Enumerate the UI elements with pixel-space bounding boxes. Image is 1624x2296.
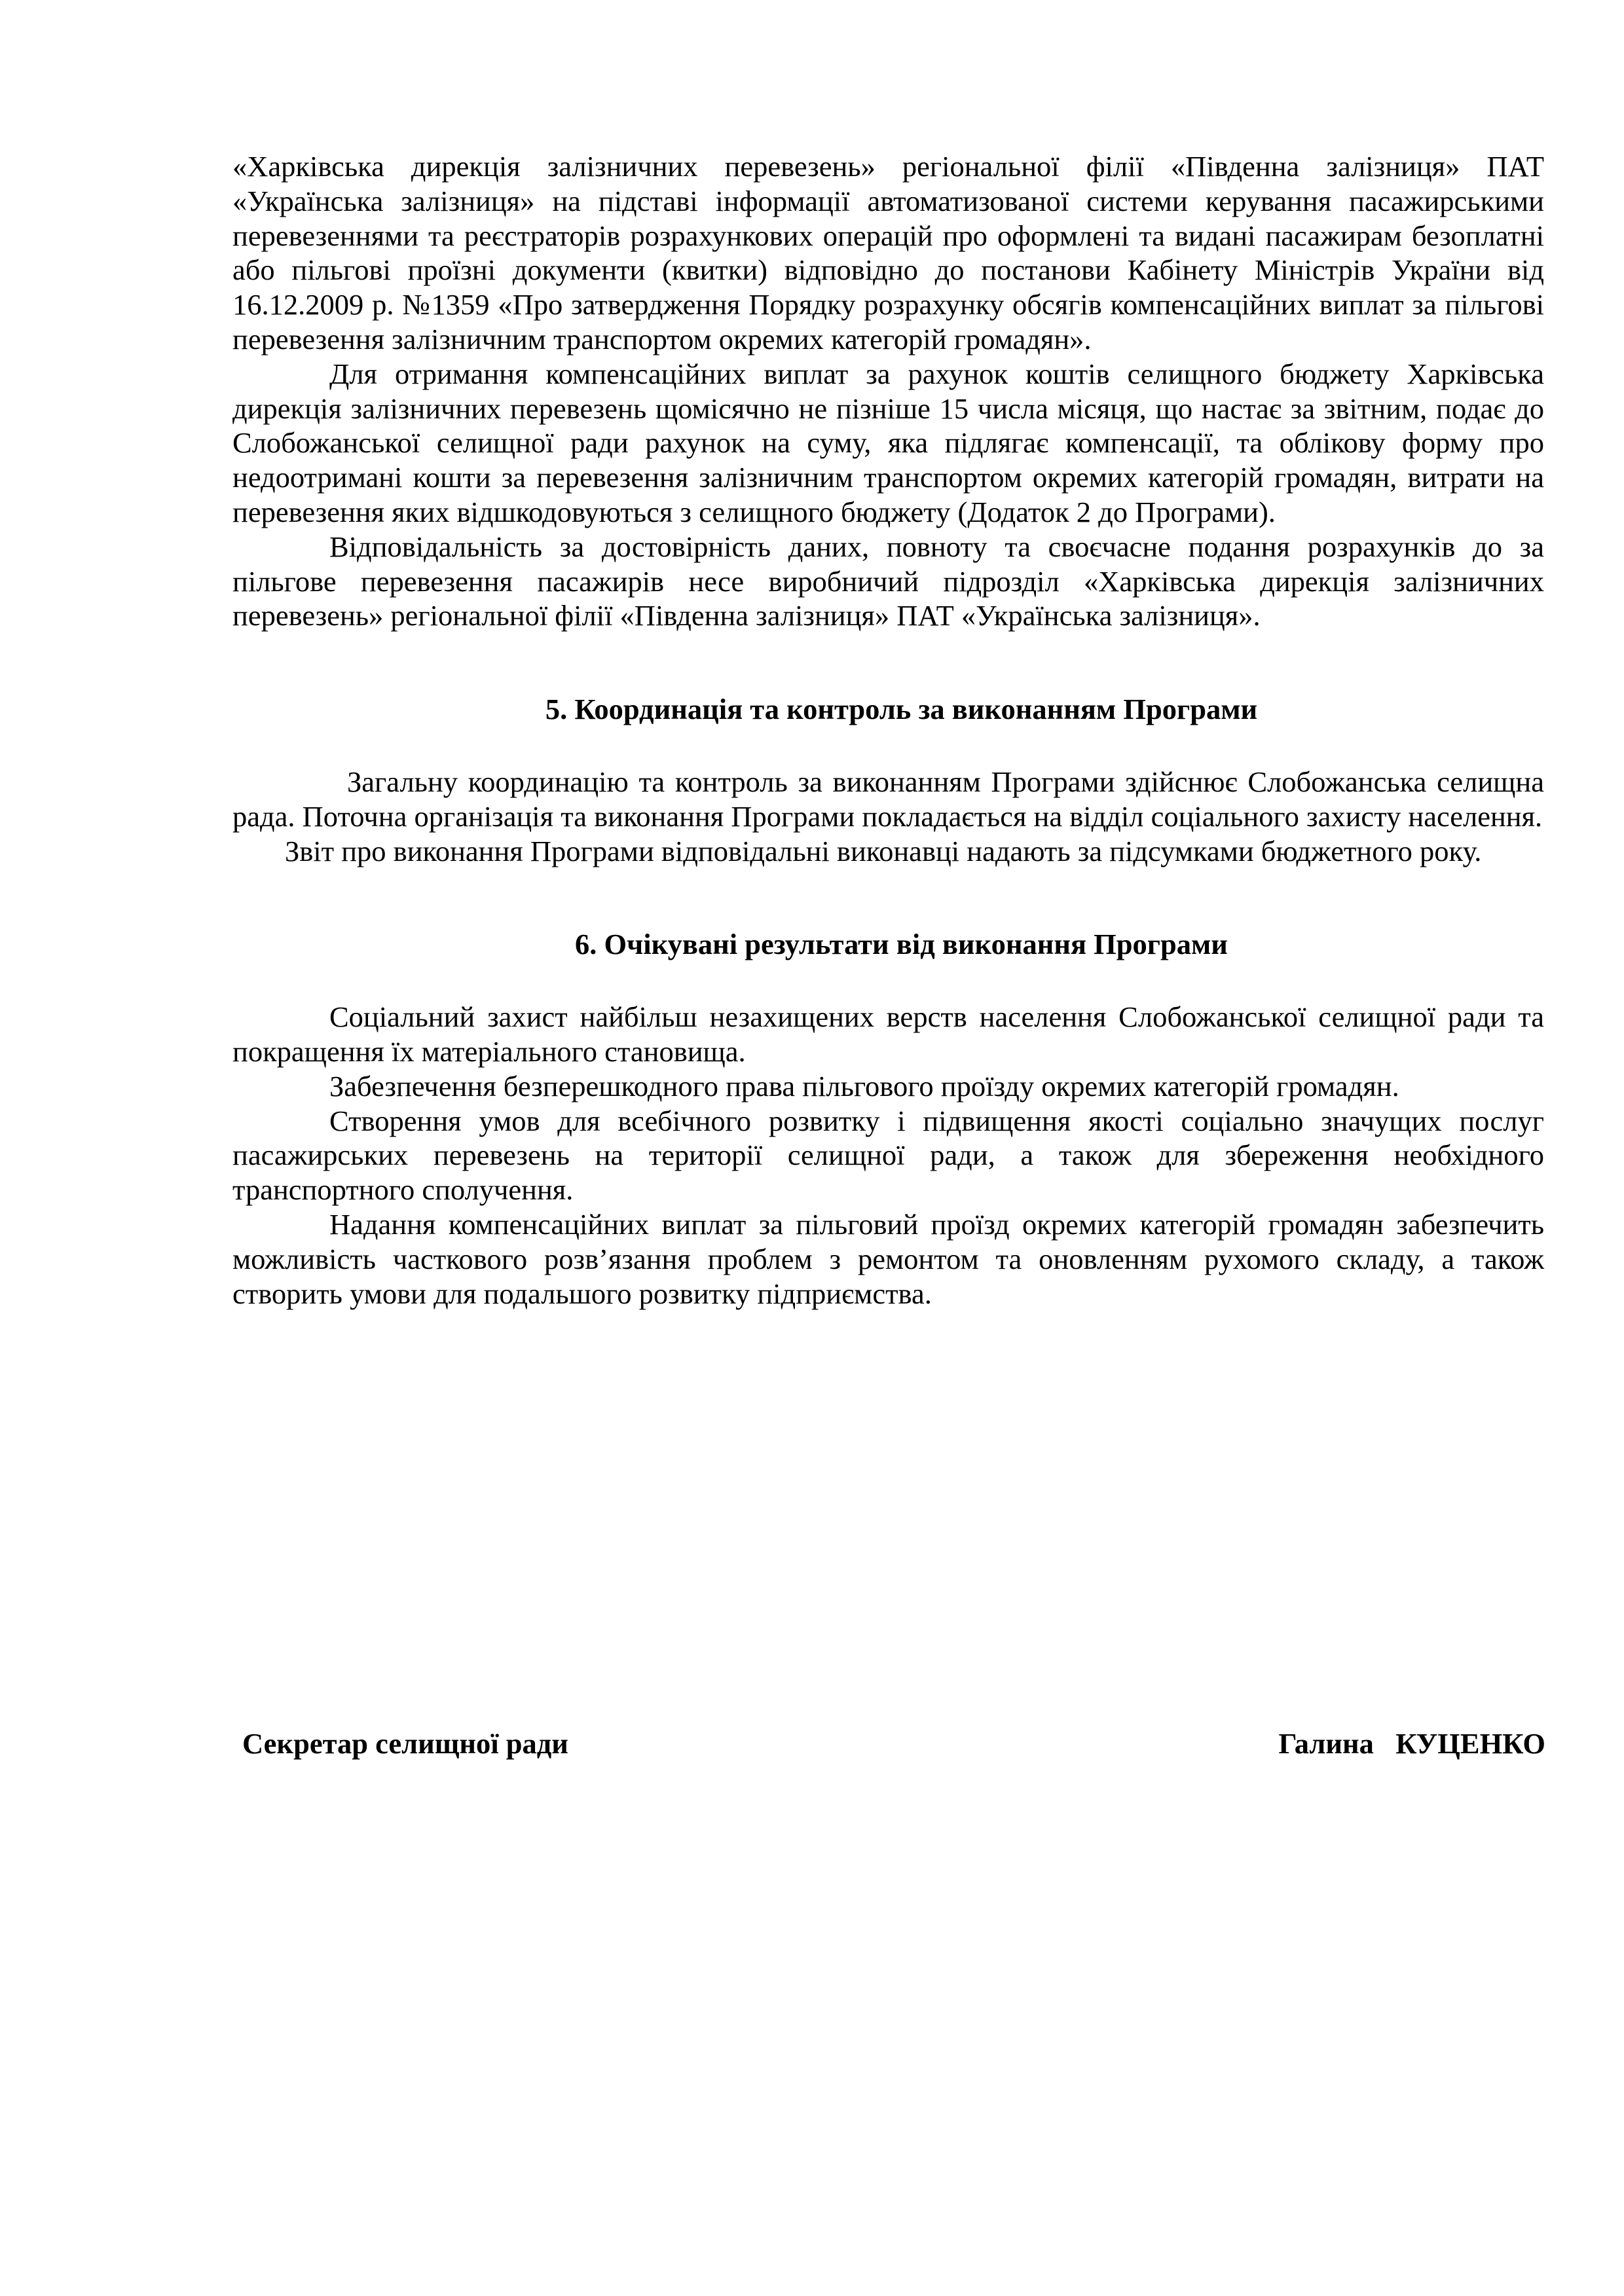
spacer: [232, 868, 1544, 927]
spacer: [232, 633, 1544, 692]
paragraph-social-protection: Соціальний захист найбільш незахищених верств населення Слобожанської селищної ради та покращення їх матеріального становища.: [232, 1000, 1544, 1068]
signature-block: [242, 1726, 1545, 1761]
signature-name: Галина КУЦЕНКО: [1278, 1727, 1545, 1760]
paragraph-free-travel-right: Забезпечення безперешкодного права пільгового проїзду окремих категорій громадян.: [329, 1069, 1399, 1102]
signature-position: Секретар селищної ради: [242, 1727, 568, 1760]
paragraph-compensation-payments: Надання компенсаційних виплат за пільговий проїзд окремих категорій громадян забезпечить можливість часткового розв’язання проблем з ремонтом та оновленням рухомого складу, а також створить умови для подальшого розвитку підприємства.: [232, 1207, 1544, 1310]
paragraph-responsibility: Відповідальність за достовірність даних, повноту та своєчасне подання розрахунків до за пільгове перевезення пасажирів несе виробничий підрозділ «Харківська дирекція залізничних перевезень» регіональної філії «Південна залізниця» ПАТ «Українська залізниця».: [232, 530, 1544, 632]
spacer: [232, 962, 1544, 1000]
section-5-heading: 5. Координація та контроль за виконанням Програми: [545, 693, 1258, 726]
document-body: [232, 149, 1544, 1311]
spacer: [232, 727, 1544, 765]
paragraph-compensation-request: Для отримання компенсаційних виплат за рахунок коштів селищного бюджету Харківська дирекція залізничних перевезень щомісячно не пізніше 15 числа місяця, що настає за звітним, подає до Слобожанської селищної ради рахунок на суму, яка підлягає компенсації, та облікову форму про недоотримані кошти за перевезення залізничним транспортом окремих категорій громадян, витрати на перевезення яких відшкодовуються з селищного бюджету (Додаток 2 до Програми).: [232, 357, 1544, 528]
section-6-heading: 6. Очікувані результати від виконання Програми: [575, 928, 1228, 961]
paragraph-railway-directorate: «Харківська дирекція залізничних перевезень» регіональної філії «Південна залізниця» ПАТ «Українська залізниця» на підставі інформації автоматизованої системи керування пасажирськими перевезеннями та реєстраторів розрахункових операцій про оформлені та видані пасажирам безоплатні або пільгові проїзні документи (квитки) відповідно до постанови Кабінету Міністрів України від 16.12.2009 р. №1359 «Про затвердження Порядку розрахунку обсягів компенсаційних виплат за пільгові перевезення залізничним транспортом окремих категорій громадян».: [232, 150, 1544, 355]
paragraph-coordination: Загальну координацію та контроль за виконанням Програми здійснює Слобожанська селищна рада. Поточна організація та виконання Програми покладається на відділ соціального захисту населення.: [232, 765, 1544, 833]
paragraph-development-conditions: Створення умов для всебічного розвитку і підвищення якості соціально значущих послуг пасажирських перевезень на території селищної ради, а також для збереження необхідного транспортного сполучення.: [232, 1104, 1544, 1207]
paragraph-report: Звіт про виконання Програми відповідальні виконавці надають за підсумками бюджетного року.: [285, 834, 1482, 867]
